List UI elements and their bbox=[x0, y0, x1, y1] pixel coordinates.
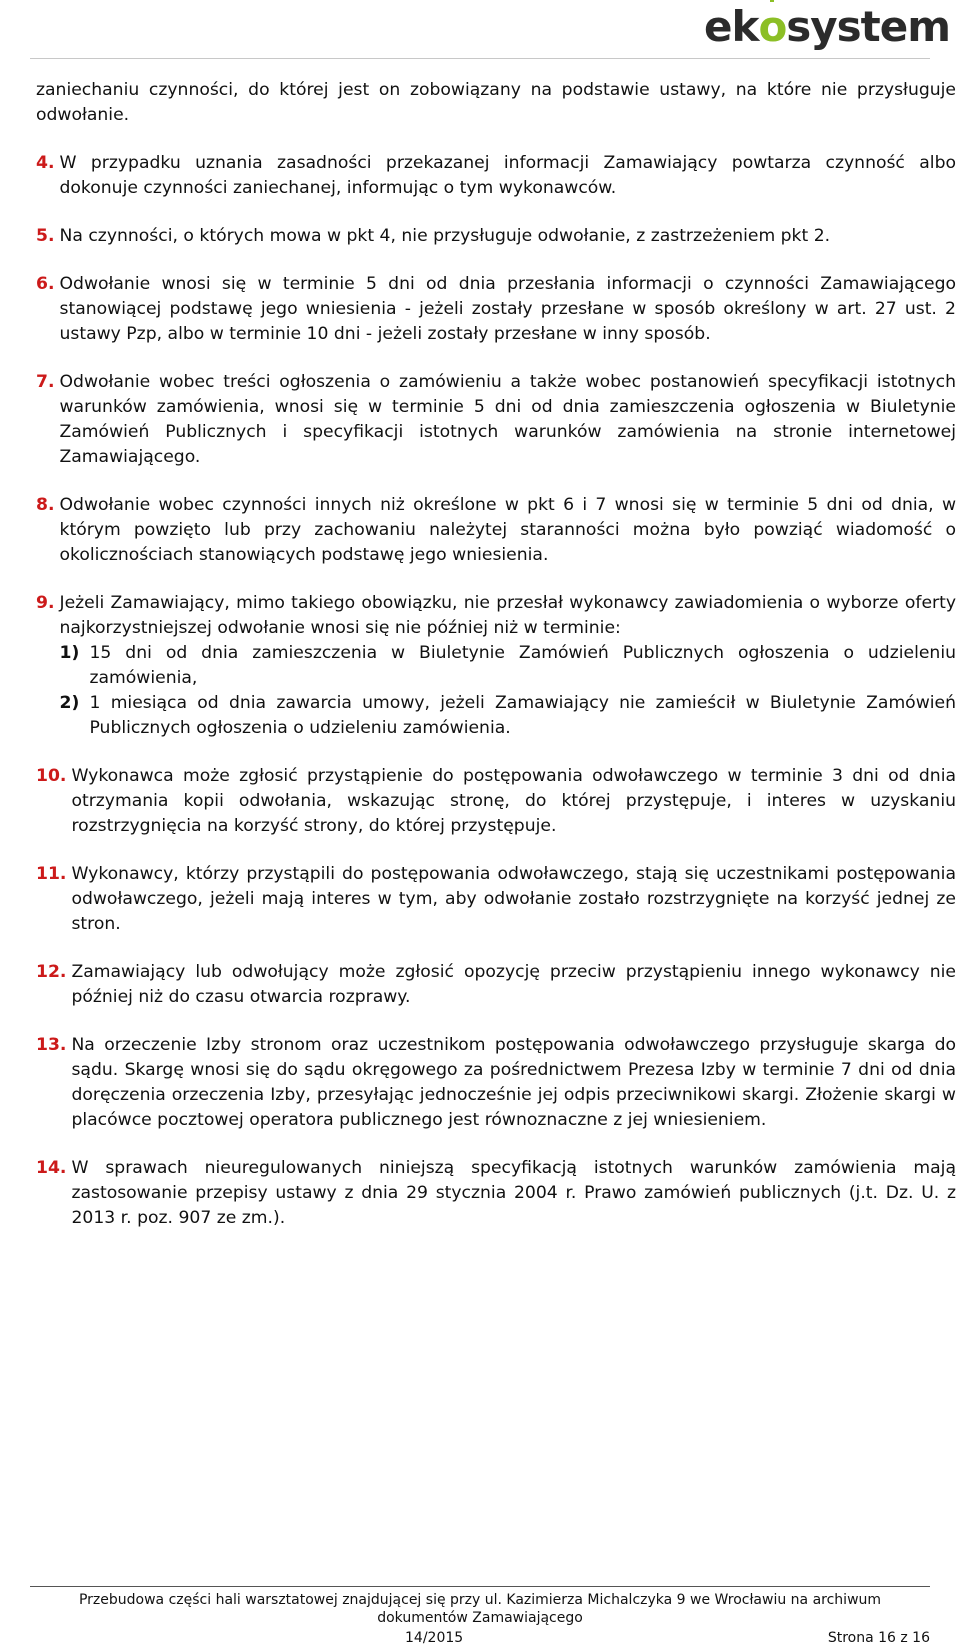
list-item-8 bbox=[36, 493, 956, 568]
list-item-14 bbox=[36, 1156, 956, 1231]
ekosystem-logo bbox=[704, 2, 950, 51]
item-text: Jeżeli Zamawiający, mimo takiego obowiązku, nie przesłał wykonawcy zawiadomienia o wyborze oferty najkorzystniejszej odwołanie wnosi się nie później niż w terminie: bbox=[59, 593, 956, 638]
item-number: 7. bbox=[36, 372, 55, 392]
sub-item-number: 1) bbox=[59, 643, 80, 663]
item-text: Odwołanie wobec czynności innych niż określone w pkt 6 i 7 wnosi się w terminie 5 dni od dnia, w którym powzięto lub przy zachowaniu należytej staranności można było powziąć wiadomość o okolicznościach stanowiących podstawę jego wniesienia. bbox=[59, 495, 956, 565]
sub-item-text: 1 miesiąca od dnia zawarcia umowy, jeżeli Zamawiający nie zamieścił w Biuletynie Zamówień Publicznych ogłoszenia o udzieleniu zamówienia. bbox=[89, 693, 956, 738]
logo-text-ek: ek bbox=[704, 2, 759, 51]
footer-meta-row bbox=[30, 1629, 930, 1649]
item-text: W sprawach nieuregulowanych niniejszą specyfikacją istotnych warunków zamówienia mają zastosowanie przepisy ustawy z dnia 29 stycznia 2004 r. Prawo zamówień publicznych (j.t. Dz. U. z 2013 r. poz. 907 ze zm.). bbox=[71, 1158, 956, 1228]
sub-item-1 bbox=[60, 641, 957, 691]
footer-page-number: Strona 16 z 16 bbox=[827, 1630, 930, 1646]
list-item-10 bbox=[36, 764, 956, 839]
list-item-7 bbox=[36, 370, 956, 470]
item-number: 10. bbox=[36, 766, 67, 786]
header-divider bbox=[30, 58, 930, 59]
item-number: 4. bbox=[36, 153, 55, 173]
footer-project-title: Przebudowa części hali warsztatowej znajdującej się przy ul. Kazimierza Michalczyka 9 we Wrocławiu na archiwum bbox=[78, 1592, 882, 1608]
item-text: Odwołanie wnosi się w terminie 5 dni od dnia przesłania informacji o czynności Zamawiającego stanowiącej podstawę jego wniesienia - jeżeli zostały przesłane w sposób określony w art. 27 ust. 2 ustawy Pzp, albo w terminie 10 dni - jeżeli zostały przesłane w inny sposób. bbox=[59, 274, 956, 344]
sub-item-2 bbox=[60, 691, 957, 741]
logo-leaf-o: o bbox=[758, 2, 787, 51]
item-number: 12. bbox=[36, 962, 67, 982]
list-item-9 bbox=[36, 591, 956, 741]
list-item-6 bbox=[36, 272, 956, 347]
item-number: 6. bbox=[36, 274, 55, 294]
page-footer bbox=[30, 1586, 930, 1649]
item-number: 9. bbox=[36, 593, 55, 613]
footer-reference-number: 14/2015 bbox=[405, 1630, 464, 1646]
item-text: Na czynności, o których mowa w pkt 4, nie przysługuje odwołanie, z zastrzeżeniem pkt 2. bbox=[59, 226, 831, 246]
item-number: 13. bbox=[36, 1035, 67, 1055]
list-item-12 bbox=[36, 960, 956, 1010]
item-text: Na orzeczenie Izby stronom oraz uczestnikom postępowania odwoławczego przysługuje skarga do sądu. Skargę wnosi się do sądu okręgowego za pośrednictwem Prezesa Izby w terminie 7 dni od dnia doręczenia orzeczenia Izby, przesyłając jednocześnie jej odpis przeciwnikowi skargi. Złożenie skargi w placówce pocztowej operatora publicznego jest równoznaczne z jej wniesieniem. bbox=[71, 1035, 956, 1130]
sub-item-text: 15 dni od dnia zamieszczenia w Biuletynie Zamówień Publicznych ogłoszenia o udzieleniu zamówienia, bbox=[89, 643, 956, 688]
sub-item-number: 2) bbox=[59, 693, 80, 713]
item-text: Wykonawca może zgłosić przystąpienie do postępowania odwoławczego w terminie 3 dni od dnia otrzymania kopii odwołania, wskazując stronę, do której przystępuje, i interes w uzyskaniu rozstrzygnięcia na korzyść strony, do której przystępuje. bbox=[71, 766, 956, 836]
intro-paragraph: zaniechaniu czynności, do której jest on zobowiązany na podstawie ustawy, na które nie przysługuje odwołanie. bbox=[36, 80, 956, 125]
document-body bbox=[36, 78, 956, 1254]
list-item-4 bbox=[36, 151, 956, 201]
item-text: W przypadku uznania zasadności przekazanej informacji Zamawiający powtarza czynność albo dokonuje czynności zaniechanej, informując o tym wykonawców. bbox=[59, 153, 956, 198]
item-number: 14. bbox=[36, 1158, 67, 1178]
list-item-13 bbox=[36, 1033, 956, 1133]
item-body bbox=[60, 591, 957, 741]
list-item-5 bbox=[36, 224, 956, 249]
item-number: 11. bbox=[36, 864, 67, 884]
item-number: 8. bbox=[36, 495, 55, 515]
logo-text-system: system bbox=[786, 2, 950, 51]
item-text: Wykonawcy, którzy przystąpili do postępowania odwoławczego, stają się uczestnikami postępowania odwoławczego, jeżeli mają interes w tym, aby odwołanie zostało rozstrzygnięte na korzyść jednej ze stron. bbox=[71, 864, 956, 934]
list-item-11 bbox=[36, 862, 956, 937]
footer-project-title-cont: dokumentów Zamawiającego bbox=[377, 1610, 583, 1626]
item-text: Odwołanie wobec treści ogłoszenia o zamówieniu a także wobec postanowień specyfikacji istotnych warunków zamówienia, wnosi się w terminie 5 dni od dnia zamieszczenia ogłoszenia w Biuletynie Zamówień Publicznych i specyfikacji istotnych warunków zamówienia na stronie internetowej Zamawiającego. bbox=[59, 372, 956, 467]
item-text: Zamawiający lub odwołujący może zgłosić opozycję przeciw przystąpieniu innego wykonawcy nie później niż do czasu otwarcia rozprawy. bbox=[71, 962, 956, 1007]
item-number: 5. bbox=[36, 226, 55, 246]
